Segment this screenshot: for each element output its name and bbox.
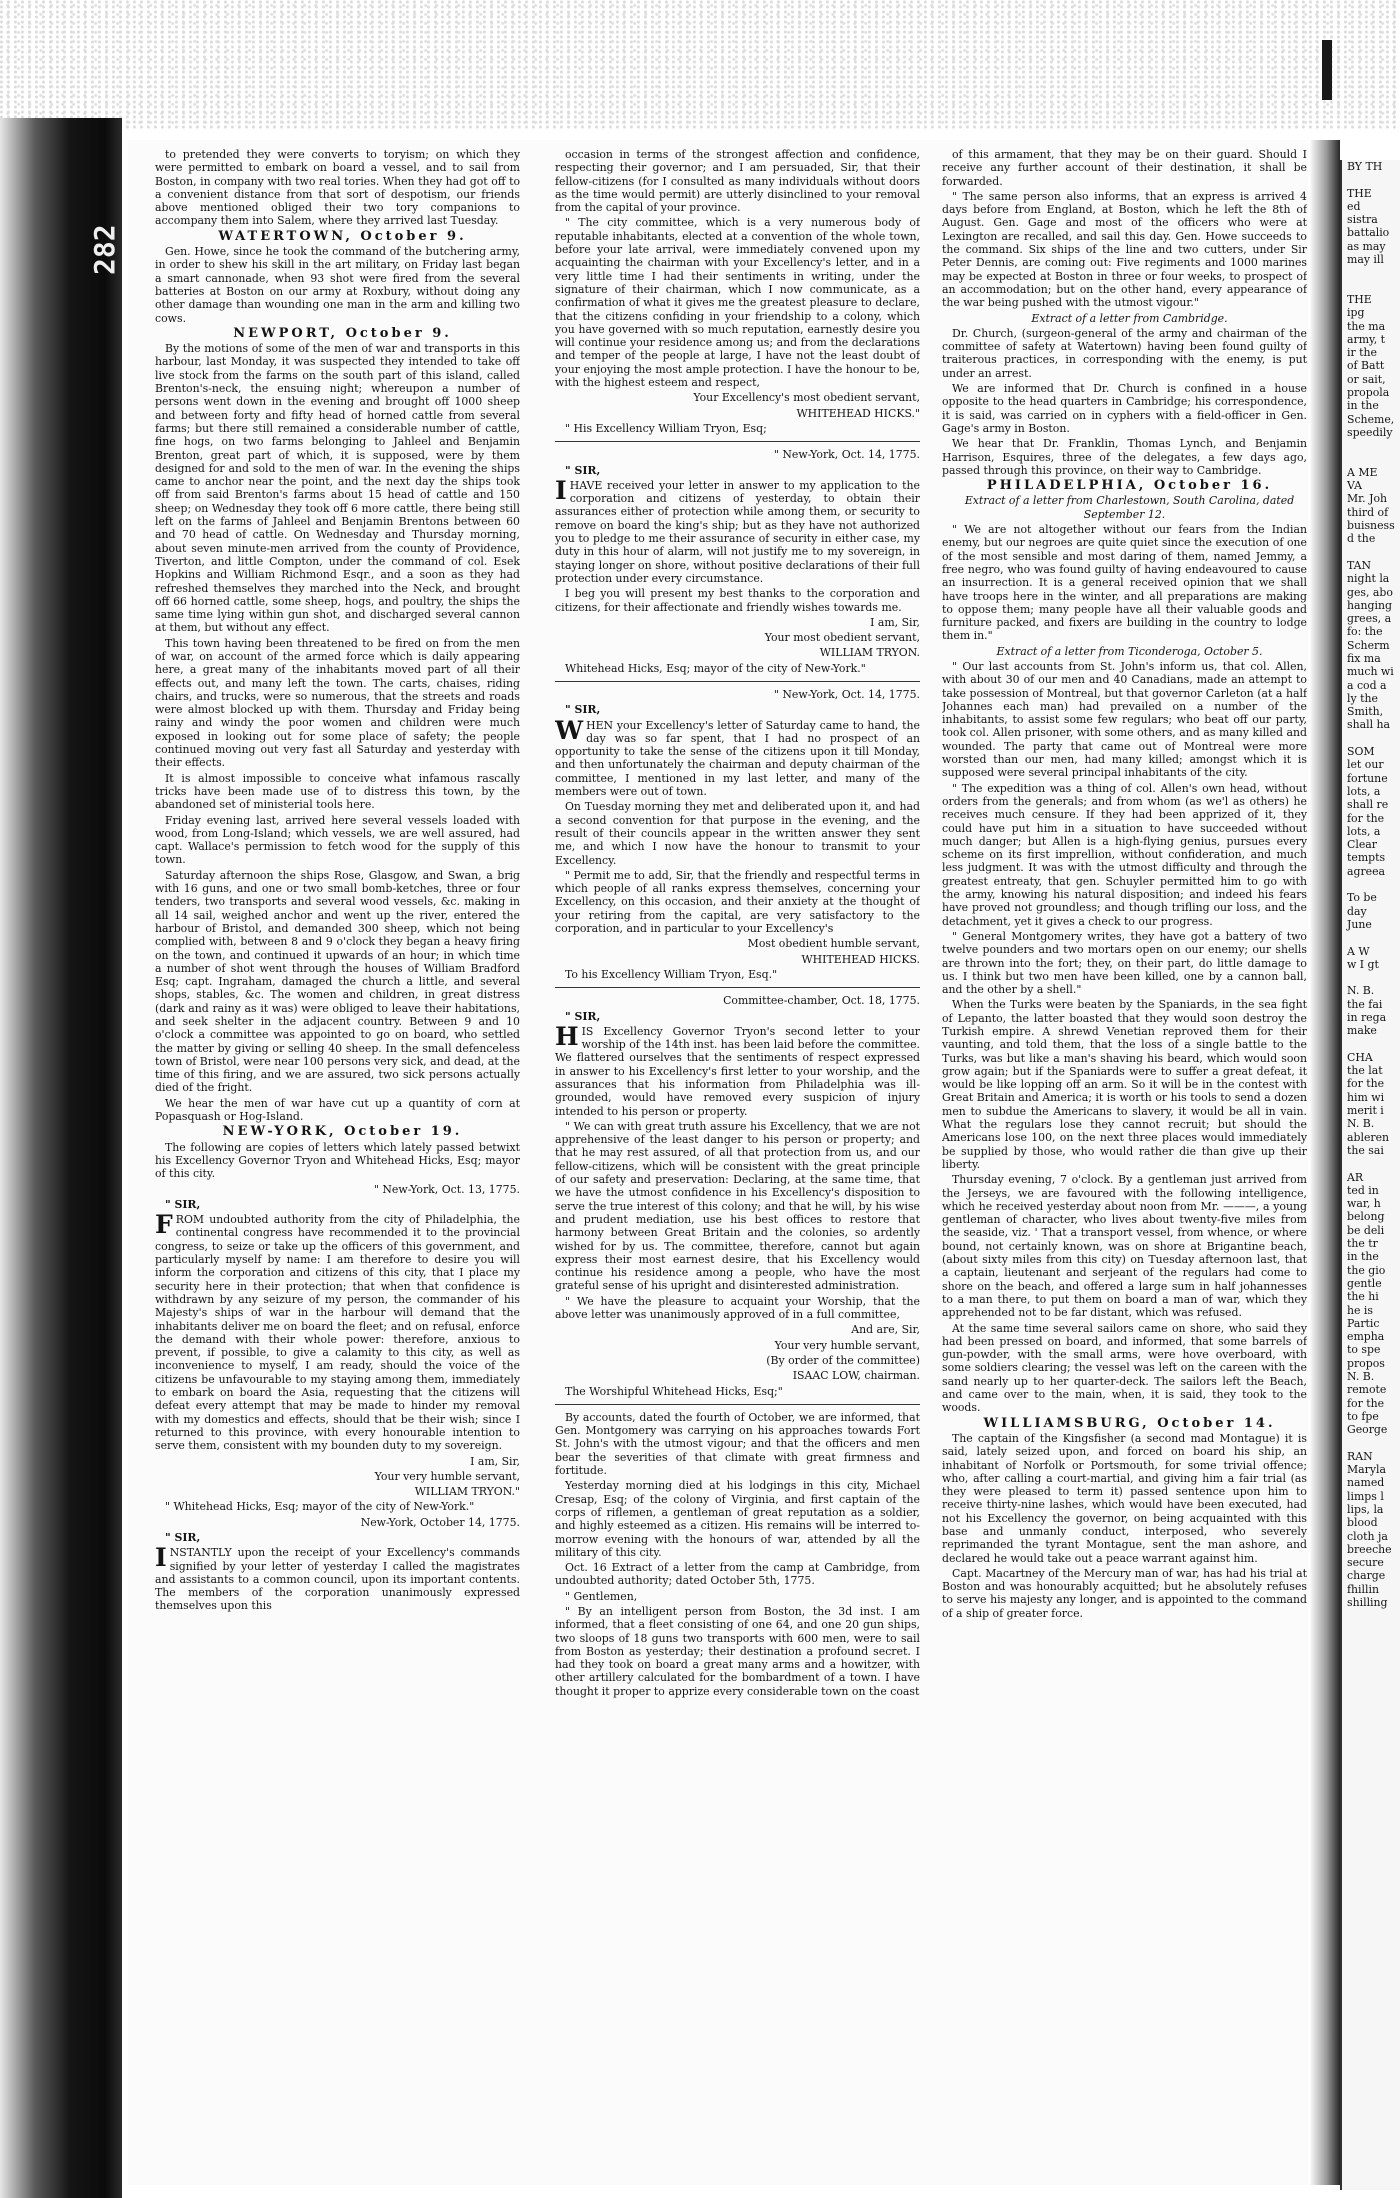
adjacent-page-line: empha — [1347, 1330, 1385, 1344]
article-paragraph: " The expedition was a thing of col. Allen's own head, without orders from the generals; and from whom (as we'l as others) he receives much censure. If they had been apprized of it, they could have put him in a situation to have succeeded without much danger; but Allen is a high-flying genius, pursues every scheme on its first imprellion, without confideration, and much less judgment. It was with the utmost difficulty and through the greatest entreaty, that gen. Schuyler permitted him to go with the army, knowing his natural disposition; and indeed his fears have proved not groundless; and though trifling our loss, and the detachment, yet it gives a check to our progress. — [942, 781, 1307, 928]
adjacent-page-line: in the — [1347, 399, 1379, 413]
adjacent-page-fragment — [1340, 160, 1400, 2190]
letter-text: IS Excellency Governor Tryon's second letter to your worship of the 14th inst. has been laid before the committee. We flattered ourselves that the sentiments of respect expressed in answer to his Excellency's first letter to your worship, and the assurances that his information from Philadelphia was ill-grounded, would have removed every suspicion of injury intended to his person or property. — [555, 1024, 920, 1118]
book-binding — [0, 118, 122, 2198]
drop-cap: I — [155, 1543, 167, 1573]
adjacent-page-line — [1342, 1038, 1400, 1051]
adjacent-page-line: gentle — [1347, 1276, 1382, 1290]
article-paragraph: Dr. Church, (surgeon-general of the army and chairman of the committee of safety at Watertown) having been found guilty of traiterous practices, in corresponding with the enemy, is put under an arrest. — [942, 326, 1307, 380]
adjacent-page-line: sistra — [1347, 213, 1378, 227]
signature-line: Committee-chamber, Oct. 18, 1775. — [723, 994, 920, 1008]
article-paragraph: " General Montgomery writes, they have got a battery of two twelve pounders and two mortars open on our enemy; our shells are thrown into the fort; they, on their part, do little damage to us. I think but two men have been killed, one by a cannon ball, and the other by a shell." — [942, 929, 1307, 997]
letter-text: ROM undoubted authority from the city of Philadelphia, the continental congress have recommended it to the provincial congress, to seize or take up the officers of this government, and particularly myself by name: I am therefore to desire you will inform the corporation and citizens of this city, that I place my security here in their protection; that when that confidence is withdrawn by any seizure of my person, the commander of his Majesty's ships of war in the harbour will demand that the inhabitants deliver me on board the fleet; and on refusal, enforce the demand with their whole power: therefore, anxious to prevent, if possible, to give a calamity to this city, as well as inconvenience to myself, I am ready, should the voice of the citizens be unfavourable to my staying among them, immediately to embark on board the Asia, requesting that the citizens will defeat every attempt that may be made to hinder my removal with my domestics and effects, should that be their wish; since I returned to this province, with every honourable intention to serve them, consistent with my bounden duty to my sovereign. — [155, 1213, 520, 1453]
adjacent-page-line: Partic — [1347, 1316, 1380, 1330]
drop-cap: I — [555, 475, 567, 505]
dateline-heading: PHILADELPHIA, October 16. — [986, 478, 1273, 494]
adjacent-page-line: TAN — [1347, 558, 1372, 572]
salutation: " SIR, — [565, 703, 601, 717]
adjacent-page-line: for the — [1347, 1396, 1385, 1410]
signature-line: Your most obedient servant, — [764, 631, 920, 645]
adjacent-page-line: the sai — [1347, 1143, 1384, 1157]
signature-line: Your very humble servant, — [374, 1469, 520, 1483]
adjacent-page-line: CHA — [1347, 1050, 1373, 1064]
adjacent-page-line — [1342, 280, 1400, 293]
signature-line: Most obedient humble servant, — [747, 937, 920, 951]
adjacent-page-line: N. B. — [1347, 1370, 1375, 1384]
adjacent-page-line: ableren — [1347, 1130, 1390, 1144]
article-paragraph: " By an intelligent person from Boston, the 3d inst. I am informed, that a fleet consisting of one 64, and one 20 gun ships, two sloops of 18 guns two transports with 600 men, were to sail from Boston as yesterday; their destination a profound secret. I had they took on board a great many arms and a howitzer, with other artillery calculated for the bombardment of a town. I have thought it proper to apprize every considerable town on the coast — [555, 1604, 920, 1698]
article-paragraph: I beg you will present my best thanks to the corporation and citizens, for their affectionate and friendly wishes towards me. — [555, 587, 920, 614]
article-paragraph: " We have the pleasure to acquaint your Worship, that the above letter was unanimously approved of in a full committee, — [555, 1294, 920, 1322]
adjacent-page-line: Smith, — [1347, 705, 1384, 719]
adjacent-page-line: June — [1347, 917, 1372, 931]
separator-rule — [555, 681, 920, 682]
adjacent-page-line: shall ha — [1347, 718, 1391, 732]
letter-text: NSTANTLY upon the receipt of your Excellency's commands signified by your letter of yesterday I called the magistrates and assistants to a common council, upon its important contents. The members of the corporation unanimously expressed themselves upon this — [155, 1546, 520, 1613]
adjacent-page-line: Scherm — [1347, 638, 1390, 652]
adjacent-page-line — [1342, 439, 1400, 452]
dateline-heading: WATERTOWN, October 9. — [218, 228, 467, 244]
letter-paragraph — [555, 1021, 920, 1118]
adjacent-page-line: lots, a — [1347, 784, 1381, 798]
article-paragraph: On Tuesday morning they met and deliberated upon it, and had a second convention for that purpose in the evening, and the result of their councils appear in the written answer they sent me, and which I now have the honour to transmit to your Excellency. — [555, 800, 920, 867]
adjacent-page-line: George — [1347, 1423, 1388, 1437]
adjacent-page-line: agreea — [1347, 864, 1386, 878]
signature-line: Your Excellency's most obedient servant, — [693, 391, 920, 405]
salutation: " SIR, — [565, 463, 601, 477]
page-gutter — [1310, 140, 1340, 2185]
signature-line: I am, Sir, — [470, 1454, 520, 1468]
adjacent-page-line: N. B. — [1347, 984, 1375, 998]
adjacent-page-line: charge — [1347, 1569, 1386, 1583]
letter-paragraph — [555, 475, 920, 585]
article-paragraph: The following are copies of letters which lately passed betwixt his Excellency Governor Tryon and Whitehead Hicks, Esq; mayor of this city. — [155, 1140, 520, 1181]
adjacent-page-line: of Batt — [1347, 359, 1385, 373]
salutation: " SIR, — [565, 1009, 601, 1023]
adjacent-page-line: AR — [1347, 1170, 1364, 1184]
drop-cap: H — [555, 1021, 579, 1051]
adjacent-page-line: ed — [1347, 199, 1361, 213]
adjacent-page-line: the fai — [1347, 997, 1383, 1011]
signature-line: Your very humble servant, — [774, 1338, 920, 1352]
drop-cap: F — [155, 1210, 173, 1240]
adjacent-page-line: SOM — [1347, 745, 1375, 759]
adjacent-page-line: grees, a — [1347, 612, 1392, 626]
adjacent-page-line: named — [1347, 1476, 1385, 1490]
adjacent-page-line: the lat — [1347, 1064, 1383, 1078]
column-2 — [555, 148, 920, 2184]
adjacent-page-line: Maryla — [1347, 1463, 1386, 1477]
signature-line: WHITEHEAD HICKS. — [801, 952, 920, 966]
adjacent-page-line — [1342, 1437, 1400, 1450]
adjacent-page-line: A W — [1347, 944, 1370, 958]
adjacent-page-line: him wi — [1347, 1090, 1385, 1104]
separator-rule — [555, 1404, 920, 1405]
adjacent-page-line — [1342, 732, 1400, 745]
adjacent-page-line: propos — [1347, 1356, 1385, 1370]
adjacent-page-line: BY TH — [1347, 160, 1383, 173]
adjacent-page-line: ges, abo — [1347, 585, 1393, 599]
adjacent-page-line: A ME — [1347, 465, 1378, 479]
article-paragraph: We hear the men of war have cut up a quantity of corn at Popasquash or Hog-Island. — [155, 1096, 520, 1124]
adjacent-page-line: THE — [1347, 186, 1372, 200]
adjacent-page-line: to spe — [1347, 1343, 1381, 1357]
adjacent-page-line: RAN — [1347, 1449, 1373, 1463]
adjacent-page-line: Clear — [1347, 838, 1377, 852]
adjacent-page-line: the tr — [1347, 1237, 1378, 1251]
article-paragraph: Thursday evening, 7 o'clock. By a gentleman just arrived from the Jerseys, we are favoured with the following intelligence, which he received yesterday about noon from Mr. ———, a young gentleman of character, who lives about twenty-five miles from the seaside, viz. ' That a transport vessel, from whence, or where bound, not certainly known, was on shore at Brigantine beach, (about sixty miles from this city) on Tuesday afternoon last, that a captain, lieutenant and serjeant of the regulars had come to shore on the beach, and offered a large sum in half johannesses to a man there, to put them on board a man of war, which they apprehended not to be far distant, which was refused. — [942, 1173, 1307, 1320]
page-edge-noise — [0, 0, 1400, 130]
adjacent-page-line: or sait, — [1347, 372, 1386, 386]
column-3 — [942, 148, 1307, 2184]
adjacent-page-line: let our — [1347, 758, 1384, 772]
adjacent-page-line: tempts — [1347, 851, 1386, 865]
adjacent-page-line: be deli — [1347, 1223, 1385, 1237]
article-paragraph: Friday evening last, arrived here several vessels loaded with wood, from Long-Island; which vessels, we are well assured, had capt. Wallace's permission to fetch wood for the supply of this town. — [155, 813, 520, 867]
article-paragraph: " His Excellency William Tryon, Esq; — [565, 421, 767, 435]
signature-line: " New-York, Oct. 13, 1775. — [373, 1182, 520, 1196]
adjacent-page-line — [1342, 971, 1400, 984]
article-paragraph: " Whitehead Hicks, Esq; mayor of the city of New-York." — [165, 1500, 475, 1514]
adjacent-page-line — [1342, 1157, 1400, 1170]
adjacent-page-line: for the — [1347, 811, 1385, 825]
article-paragraph: By the motions of some of the men of war and transports in this harbour, last Monday, it was suspected they intended to take off live stock from the farms on the south part of this island, called Brenton's-neck, the ensuing night; whereupon a number of persons went down in the evening and brought off 1000 sheep and between forty and fifty head of horned cattle from several farms; but there still remained a considerable number of cattle, fine hogs, on two farms belonging to Jahleel and Benjamin Brenton, great part of which, it is supposed, were by them designed for and sold to the men of war. In the evening the ships came to anchor near the point, and the next day the ships took off from said Brenton's farms about 15 head of cattle and 150 sheep; on Wednesday they took off 6 more cattle, there being still left on the farms of Jahleel and Benjamin Brentons between 60 and 70 head of cattle. On Wednesday and Thursday morning, about seven minute-men arrived from the county of Providence, Tiverton, and little Compton, under the command of col. Esek Hopkins and William Richmond Esqr., and a soon as they had refreshed themselves they marched into the Neck, and brought off 66 horned cattle, some sheep, hogs, and poultry, the ships the same time lying within gun shot, and discharged several cannon at them, but without any effect. — [155, 342, 520, 635]
adjacent-page-line: make — [1347, 1024, 1377, 1038]
adjacent-page-line: in rega — [1347, 1011, 1387, 1024]
adjacent-page-line: as may — [1347, 239, 1386, 253]
signature-line: And are, Sir, — [851, 1323, 920, 1337]
article-paragraph: This town having been threatened to be fired on from the men of war, on account of the armed force which is daily appearing here, a great many of the inhabitants moved part of all their effects out, and many left the town. The carts, chaises, riding chairs, and trucks, were so numerous, that the streets and roads were almost blocked up with them. Thursday and Friday being rainy and windy the poor women and children were much exposed in looking out for some place of safety; the people continued moving out very fast all Saturday and yesterday with their effects. — [155, 636, 520, 770]
letter-paragraph — [555, 715, 920, 799]
adjacent-page-line: fix ma — [1347, 651, 1381, 665]
adjacent-page-line: shilling — [1347, 1596, 1388, 1610]
article-paragraph: to pretended they were converts to toryism; on which they were permitted to embark on board a vessel, and to sail from Boston, in company with two real tories. When they had got off to a convenient distance from that sort of despotism, our friends above mentioned obliged their two tory companions to accompany them into Salem, where they arrived last Tuesday. — [155, 148, 520, 228]
adjacent-page-line: the gio — [1347, 1263, 1386, 1277]
article-paragraph: Yesterday morning died at his lodgings in this city, Michael Cresap, Esq; of the colony of Virginia, and first captain of the corps of riflemen, a gentleman of great reputation as a soldier, and highly esteemed as a citizen. His remains will be interred to-morrow evening with the honours of war, attended by all the military of this city. — [555, 1479, 920, 1559]
column-1 — [155, 148, 520, 2184]
salutation: " SIR, — [165, 1197, 201, 1211]
adjacent-page-line: to fpe — [1347, 1409, 1379, 1423]
article-paragraph: At the same time several sailors came on shore, who said they had been pressed on board, and informed, that some barrels of gun-powder, with the small arms, were hove overboard, with some soldiers clearing; the vessel was left on the careen with the sand nearly up to her quarter-deck. The sailors left the Beach, and came over to the main, when, it is said, they took to the woods. — [942, 1321, 1307, 1415]
adjacent-page-line: ly the — [1347, 691, 1378, 705]
article-paragraph: Gen. Howe, since he took the command of the butchering army, in order to shew his skill in the art military, on Friday last began a smart cannonade, when 93 shot were fired from the several batteries at Boston on our army at Roxbury, without doing any other damage than wounding one man in the arm and killing two cows. — [155, 245, 520, 325]
letter-paragraph — [155, 1543, 520, 1613]
salutation: " SIR, — [165, 1530, 201, 1544]
adjacent-page-line: ir the — [1347, 346, 1377, 360]
adjacent-page-line: fo: the — [1347, 625, 1383, 639]
adjacent-page-line: ted in — [1347, 1183, 1379, 1197]
adjacent-page-line — [1342, 453, 1400, 466]
margin-bar — [1322, 40, 1332, 100]
article-paragraph: When the Turks were beaten by the Spaniards, in the sea fight of Lepanto, the latter boasted that they would soon destroy the Turkish empire. A shrewd Venetian reproved them for their vaunting, and told them, that the loss of a single battle to the Turks, was but like a man's shaving his beard, which would soon grow again; but if the Spaniards were to suffer a great defeat, it would be like lopping off an arm. So it will be in the contest with Great Britain and America; it is worth or his tools to send a dozen men to subdue the Americans to slavery, it would be all in vain. What the regulars lose they cannot recruit; but should the Americans lose 100, on the next three places would immediately be supplied by those, who would rather die than give up their liberty. — [942, 998, 1307, 1171]
signature-line: WILLIAM TRYON. — [819, 646, 920, 660]
adjacent-page-line: may ill — [1347, 253, 1384, 267]
adjacent-page-line: third of — [1347, 505, 1389, 519]
adjacent-page-line: speedily — [1347, 425, 1393, 439]
extract-heading: Extract of a letter from Charlestown, South Carolina, dated September 12. — [964, 494, 1295, 521]
drop-cap: W — [555, 715, 584, 745]
separator-rule — [555, 441, 920, 442]
adjacent-page-line: remote — [1347, 1383, 1387, 1397]
signature-line: ISAAC LOW, chairman. — [792, 1369, 920, 1383]
signature-line: WHITEHEAD HICKS." — [796, 406, 920, 420]
adjacent-page-line: fhillin — [1347, 1582, 1379, 1596]
signature-line: (By order of the committee) — [766, 1353, 920, 1367]
article-paragraph: We hear that Dr. Franklin, Thomas Lynch, and Benjamin Harrison, Esquires, three of the delegates, a few days ago, passed through this province, on their way to Cambridge. — [942, 437, 1307, 477]
adjacent-page-line: buisness — [1347, 519, 1395, 533]
adjacent-page-line: N. B. — [1347, 1117, 1375, 1131]
adjacent-page-line: merit i — [1347, 1104, 1384, 1118]
adjacent-page-line: cloth ja — [1347, 1529, 1388, 1543]
article-paragraph: The captain of the Kingsfisher (a second mad Montague) it is said, lately seized upon, and forced on board his ship, an inhabitant of Norfolk or Portsmouth, for some trivial offence; who, after calling a court-martial, and giving him a fair trial (as they were pleased to term it) passed sentence upon him to receive thirty-nine lashes, which would have been executed, had not his Excellency the governor, on being acquainted with this base and unmanly conduct, interposed, who severely reprimanded the tyrant Montague, sent the man ashore, and declared he would take out a peace warrant against him. — [942, 1431, 1307, 1565]
adjacent-page-line: shall re — [1347, 798, 1389, 812]
signature-line: WILLIAM TRYON." — [414, 1485, 520, 1499]
article-paragraph: To his Excellency William Tryon, Esq." — [565, 967, 778, 981]
signature-line: New-York, October 14, 1775. — [360, 1515, 520, 1529]
adjacent-page-line: army, t — [1347, 332, 1386, 346]
article-paragraph: We are informed that Dr. Church is confined in a house opposite to the head quarters in Cambridge; his correspondence, it is said, was carried on in cyphers with a field-officer in Gen. Gage's army in Boston. — [942, 382, 1307, 435]
adjacent-page-line: the ma — [1347, 319, 1386, 333]
adjacent-page-line: Mr. Joh — [1347, 492, 1388, 506]
letter-text: HEN your Excellency's letter of Saturday came to hand, the day was so far spent, that I had no prospect of an opportunity to take the sense of the citizens upon it till Monday, and then unfortunately the chairman and deputy chairman of the committee, I mentioned in my last letter, and many of the members were out of town. — [555, 718, 920, 799]
adjacent-page-line: fortune — [1347, 771, 1388, 785]
adjacent-page-line: breeche — [1347, 1542, 1392, 1556]
separator-rule — [555, 987, 920, 988]
extract-heading: Extract of a letter from Ticonderoga, October 5. — [996, 644, 1263, 658]
article-paragraph: Capt. Macartney of the Mercury man of war, has had his trial at Boston and was honourably acquitted; but he absolutely refuses to serve his majesty any longer, and is appointed to the command of a ship of greater force. — [942, 1566, 1307, 1620]
adjacent-page-line: the hi — [1347, 1290, 1379, 1304]
adjacent-page-line: limps l — [1347, 1489, 1384, 1503]
adjacent-page-line — [1342, 931, 1400, 944]
article-paragraph: The Worshipful Whitehead Hicks, Esq;" — [565, 1384, 783, 1398]
extract-heading: Extract of a letter from Cambridge. — [1031, 311, 1228, 325]
adjacent-page-line: Scheme, — [1347, 412, 1395, 426]
adjacent-page-line: hanging — [1347, 598, 1392, 612]
article-paragraph: " Permit me to add, Sir, that the friendly and respectful terms in which people of all ranks express themselves, concerning your Excellency, on this occasion, and their anxiety at the thought of your retiring from the capital, are very satisfactory to the corporation, and in particular to your Excellency's — [555, 868, 920, 936]
adjacent-page-line: for the — [1347, 1077, 1385, 1091]
article-paragraph: " The city committee, which is a very numerous body of reputable inhabitants, elected at a convention of the whole town, before your late arrival, were immediately convened upon my acquainting the chairman with your Excellency's letter, and in a very little time I had their sentiments in writing, under the signature of their chairman, which I now communicate, as a confirmation of what it gives me the greatest pleasure to declare, that the citizens confiding in your friendship to a colony, which you have governed with so much reputation, earnestly desire you will continue your residence among us; and from the declarations and temper of the people at large, I have not the least doubt of your enjoying the most ample protection. I have the honour to be, with the highest esteem and respect, — [555, 216, 920, 390]
adjacent-page-line: belong — [1347, 1210, 1385, 1224]
dateline-heading: NEW-YORK, October 19. — [222, 1124, 463, 1140]
adjacent-page-line: lips, la — [1347, 1502, 1384, 1516]
adjacent-page-line: secure — [1347, 1556, 1384, 1570]
adjacent-page-line: VA — [1347, 479, 1362, 493]
article-paragraph: " We are not altogether without our fears from the Indian enemy, but our negroes are quite quiet since the execution of one of the most sensible and most daring of them, named Jemmy, a free negro, who was found guilty of having endeavoured to cause an insurrection. It is a general received opinion that we shall have troops here in the winter, and all preparations are making to oppose them; many people have all their valuable goods and furniture packed, and fixers are building in the country to lodge them in." — [942, 523, 1307, 643]
letter-text: HAVE received your letter in answer to my application to the corporation and citizens of yesterday, to obtain their assurances either of protection while among them, or security to remove on board the king's ship; but as they have not authorized you to pledge to me their assurance of security in either case, my duty in this hour of alarm, will not justify me to my sovereign, in staying longer on shore, without positive declarations of their full protection under every circumstance. — [555, 478, 920, 585]
adjacent-page-line: d the — [1347, 532, 1376, 546]
adjacent-page-line — [1342, 173, 1400, 186]
adjacent-page-line: much wi — [1347, 665, 1394, 679]
adjacent-page-line: propola — [1347, 386, 1390, 400]
adjacent-page-line: war, h — [1347, 1197, 1381, 1211]
article-paragraph: " Our last accounts from St. John's inform us, that col. Allen, with about 30 of our men and 40 Canadians, made an attempt to take possession of Montreal, but that governor Carleton (at a half Johannes each man) had prevailed on a number of the inhabitants, to assist some few regulars; who beat off our party, took col. Allen prisoner, with some others, and as many killed and wounded. The party that came out of Montreal were more worsted than our men, had many killed; amongst which it is supposed were several principal inhabitants of the city. — [942, 659, 1307, 780]
adjacent-page-line: THE — [1347, 292, 1372, 306]
article-paragraph: occasion in terms of the strongest affection and confidence, respecting their governor; and I am persuaded, Sir, that their fellow-citizens (for I consulted as many individuals without doors as the time would permit) are utterly disinclined to your removal from the capital of your province. — [555, 148, 920, 215]
article-paragraph: " The same person also informs, that an express is arrived 4 days before from England, at Boston, which he left the 8th of August. Gen. Gage and most of the officers who were at Lexington are recalled, and sail this day. Gen. Howe succeeds to the command. Six ships of the line and two cutters, under Sir Peter Dennis, are coming out: Five regiments and 1000 marines may be expected at Boston in three or four weeks, to prospect of an accommodation; but on the other hand, every appearance of the war being pushed with the utmost vigour." — [942, 189, 1307, 310]
adjacent-page-line: he is — [1347, 1303, 1373, 1317]
article-paragraph: " Gentlemen, — [565, 1589, 638, 1603]
adjacent-page-line: night la — [1347, 572, 1390, 586]
adjacent-page-line: w I gt — [1347, 957, 1379, 971]
signature-line: " New-York, Oct. 14, 1775. — [773, 687, 920, 701]
dateline-heading: WILLIAMSBURG, October 14. — [983, 1415, 1276, 1431]
adjacent-page-line — [1342, 266, 1400, 279]
adjacent-page-line: in the — [1347, 1250, 1379, 1264]
adjacent-page-line: a cod a — [1347, 678, 1387, 692]
adjacent-page-line: lots, a — [1347, 824, 1381, 838]
article-paragraph: By accounts, dated the fourth of October, we are informed, that Gen. Montgomery was carrying on his approaches towards Fort St. John's with the utmost vigour; and that the officers and men bear the severities of that climate with great firmness and fortitude. — [555, 1410, 920, 1478]
article-paragraph: Oct. 16 Extract of a letter from the camp at Cambridge, from undoubted authority; dated October 5th, 1775. — [555, 1561, 920, 1588]
article-paragraph: It is almost impossible to conceive what infamous rascally tricks have been made use of to distress this town, by the abandoned set of ministerial tools here. — [155, 771, 520, 812]
adjacent-page-line: To be — [1347, 891, 1377, 905]
adjacent-page-line: ipg — [1347, 306, 1365, 320]
adjacent-page-line: blood — [1347, 1516, 1378, 1530]
dateline-heading: NEWPORT, October 9. — [233, 325, 452, 341]
adjacent-page-line: day — [1347, 904, 1367, 918]
adjacent-page-line: battalio — [1347, 226, 1390, 240]
signature-line: " New-York, Oct. 14, 1775. — [773, 448, 920, 462]
article-paragraph: Saturday afternoon the ships Rose, Glasgow, and Swan, a brig with 16 guns, and one or two small bomb-ketches, three or four tenders, two transports and several wood vessels, &c. making in all 14 sail, weighed anchor and went up the river, entered the harbour of Bristol, and demanded 300 sheep, which not being complied with, between 8 and 9 o'clock they began a heavy firing on the town, and continued it upwards of an hour; in which time a number of shot went through the houses of William Bradford Esq; capt. Ingraham, damaged the church a little, and several shops, stables, &c. The women and children, in great distress (dark and rainy as it was) were obliged to leave their habitations, and seek shelter in the adjacent country. Between 9 and 10 o'clock a committee was appointed to go on board, who settled the matter by giving or selling 40 sheep. In the small defenceless town of Bristol, were near 100 persons very sick, and dead, at the time of this firing, and we are assured, two sick persons actually died of the fright. — [155, 868, 520, 1095]
page-number: 282 — [88, 224, 121, 275]
adjacent-page-line — [1342, 878, 1400, 891]
signature-line: I am, Sir, — [870, 615, 920, 629]
letter-paragraph — [155, 1210, 520, 1453]
article-paragraph: " We can with great truth assure his Excellency, that we are not apprehensive of the least danger to his person or property; and that he may rest assured, of all that protection from us, and our fellow-citizens, which will be consistent with the great principle of our safety and preservation: Declaring, at the same time, that we have the utmost confidence in his Excellency's disposition to serve the true interest of this colony; and that he will, by his wise and prudent mediation, use his best offices to restore that harmony between Great Britain and the colonies, so ardently wished for by us. The committee, therefore, cannot but again express their most earnest desire, that his Excellency would continue his residence among a people, who have the most grateful sense of his upright and disinterested administration. — [555, 1119, 920, 1293]
article-paragraph: Whitehead Hicks, Esq; mayor of the city of New-York." — [565, 661, 866, 675]
adjacent-page-line — [1342, 546, 1400, 559]
article-paragraph: of this armament, that they may be on their guard. Should I receive any further account of their destination, it shall be forwarded. — [942, 148, 1307, 188]
